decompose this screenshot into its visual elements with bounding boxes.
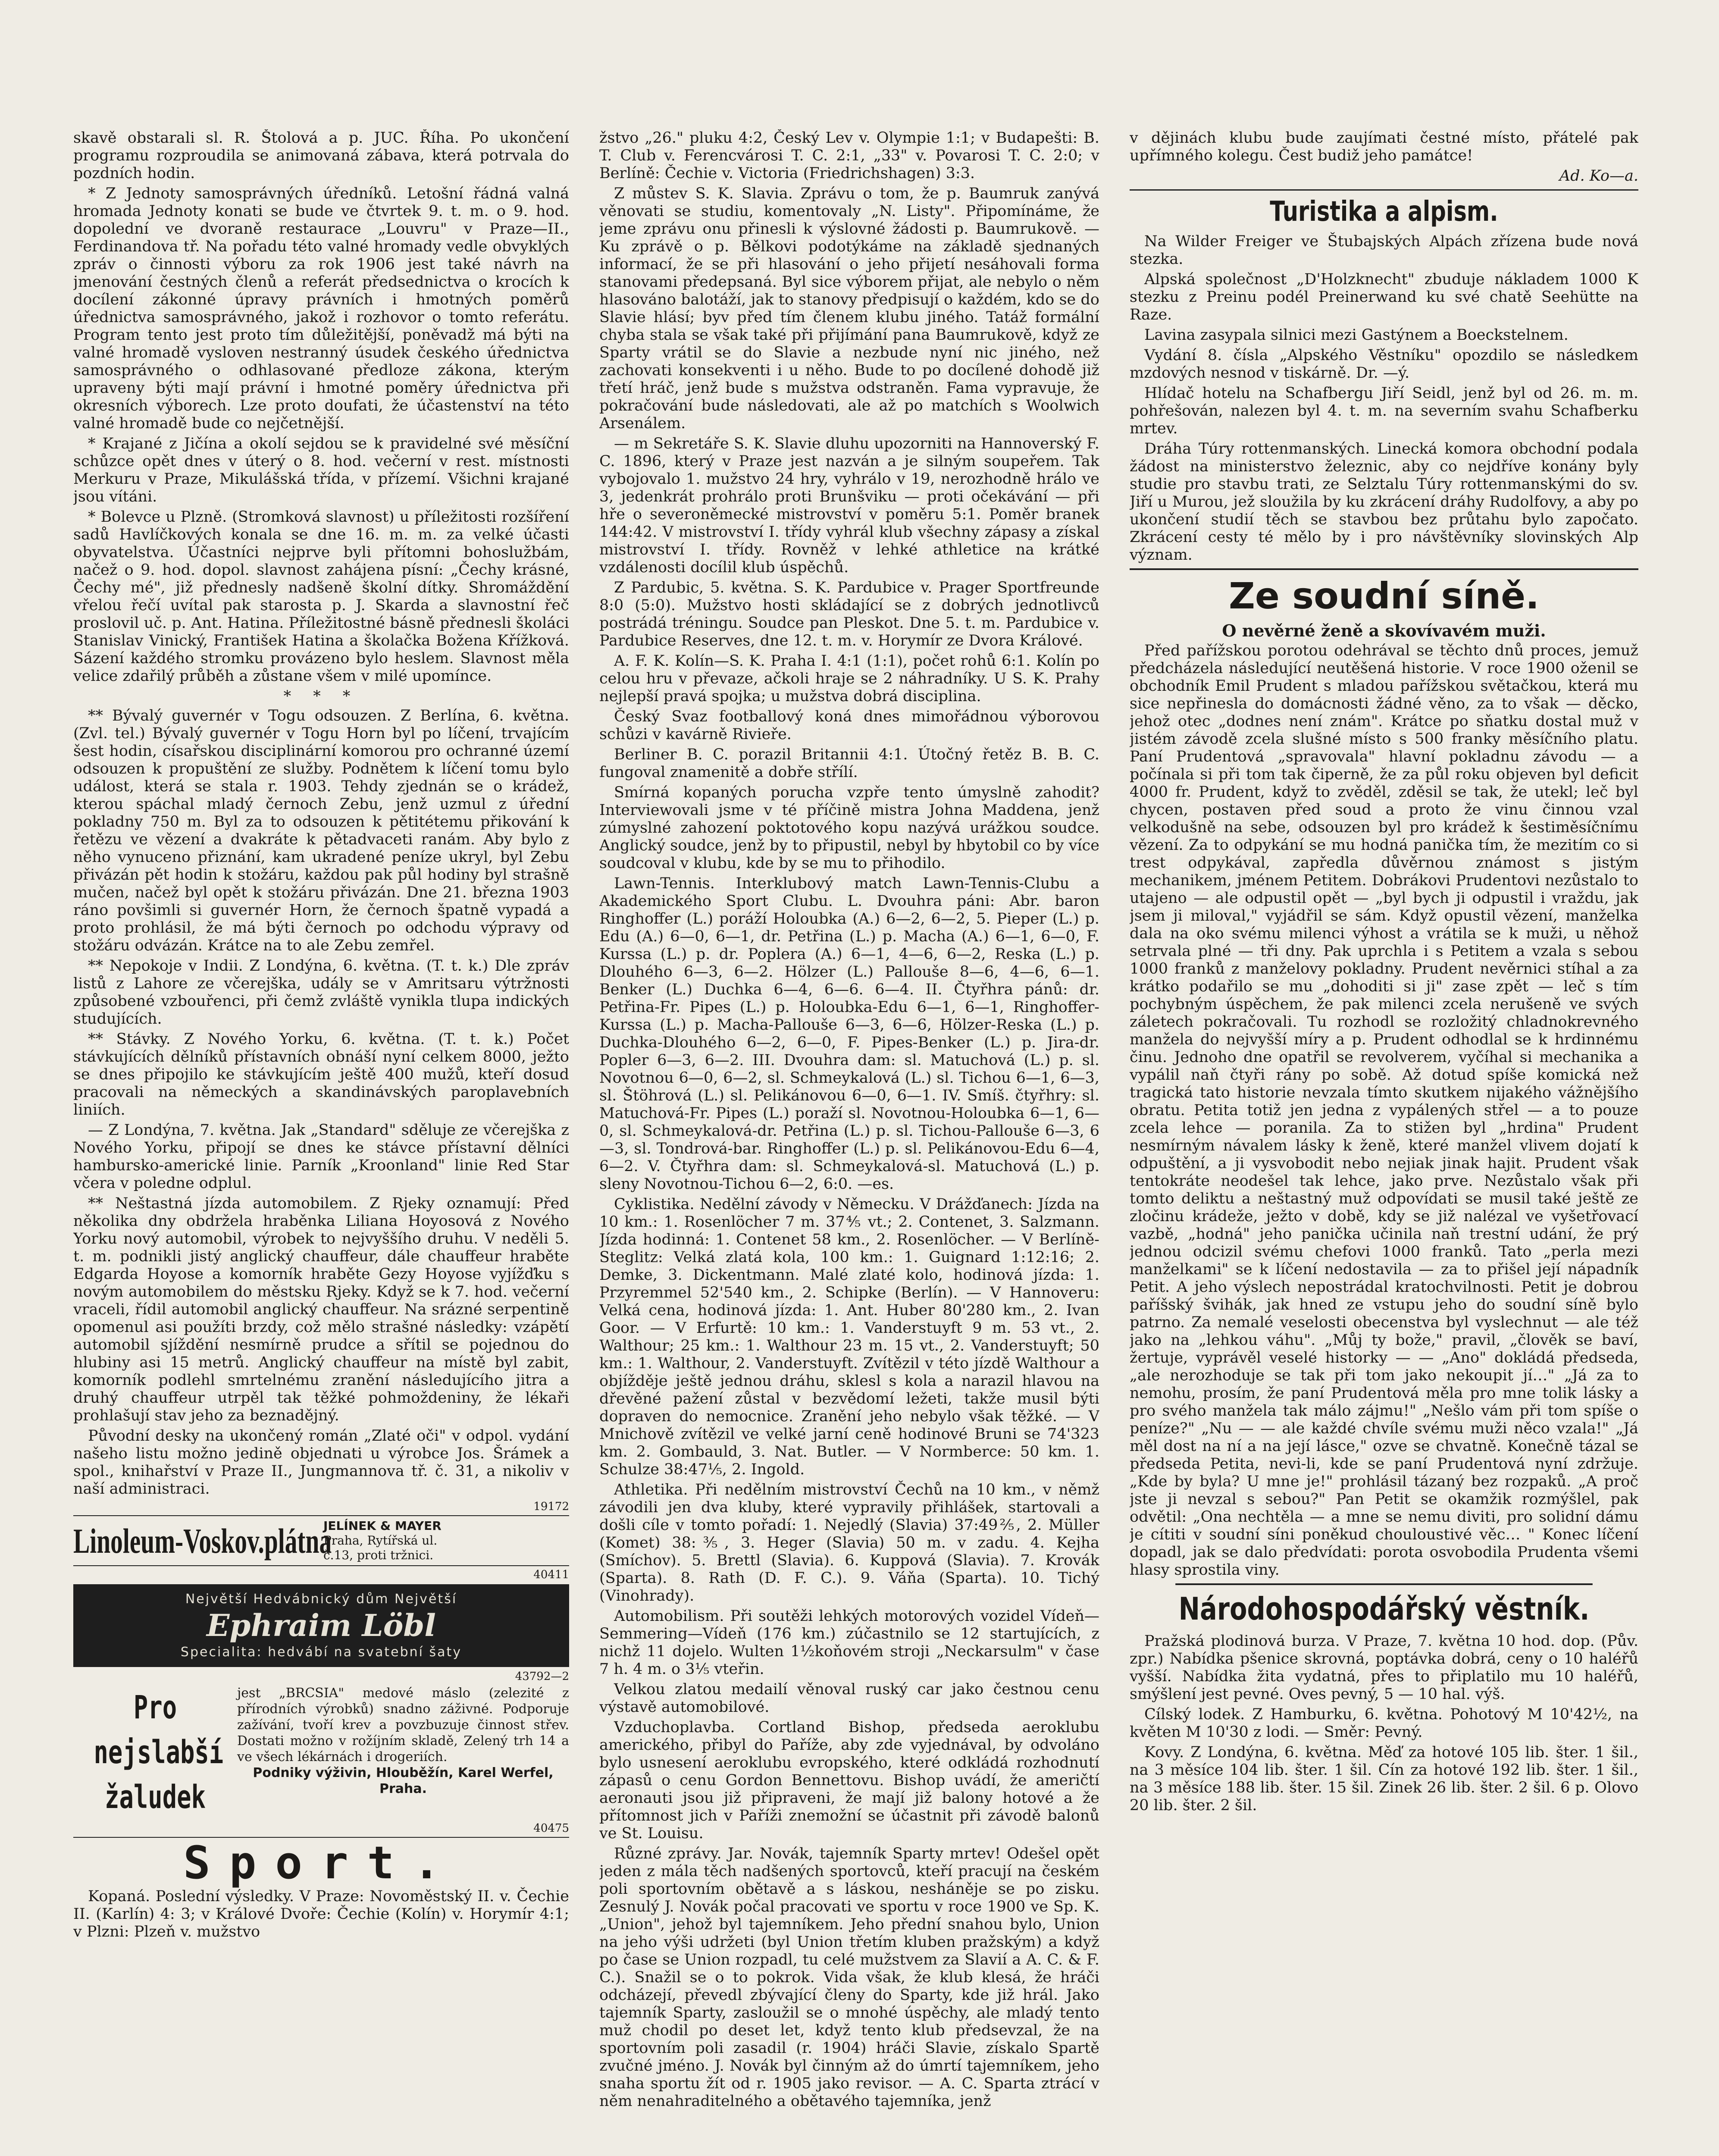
article-paragraph: — Z Londýna, 7. května. Jak „Standard" sděluje ze včerejška z Nového Yorku, připojí se dnes ke stávce přístavní dělníci hambursko-americké linie. Parník „Kroonland" linie Red Star včera v poledne odplul. [73, 1122, 569, 1192]
divider [1130, 189, 1638, 191]
section-divider: * * * [283, 688, 359, 705]
ad-number: 19172 [533, 1500, 569, 1513]
section-heading-narodohospodarsky: Národohospodářský věstník. [1175, 1583, 1593, 1628]
column-3 [1130, 129, 1638, 2156]
article-paragraph: v dějinách klubu bude zaujímati čestné místo, přátelé pak upřímného kolegu. Čest budiž jeho památce! [1130, 129, 1638, 164]
article-paragraph: skavě obstarali sl. R. Štolová a p. JUC. Říha. Po ukončení programu rozproudila se animovaná zábava, která potrvala do pozdních hodin. [73, 129, 569, 182]
article-paragraph: * Z Jednoty samosprávných úředníků. Letošní řádná valná hromada Jednoty konati se bude ve čtvrtek 9. t. m. o 9. hod. dopolední ve dvoraně restaurace „Louvru" v Praze—II., Ferdinandova tř. Na pořadu této valné hromady vedle obvyklých zpráv o činnosti výboru za rok 1906 jest také návrh na jmenování čestných členů a referát předsednictva o krocích k docílení zákonné úpravy právních i hmotných poměrů úřednictva samosprávného, jakož i rozhovor o tomto referátu. Program tento jest proto tím důležitější, poněvadž má býti na valné hromadě vysloven nestranný úsudek českého úřednictva samosprávného o odhlasované předloze zákona, kterým upraveny býti mají právní i hmotné poměry úřednictva při okresních výborech. Lze proto doufati, že účastenství na této valné hromadě bude co nejčetnější. [73, 185, 569, 432]
article-paragraph: Berliner B. C. porazil Britannii 4:1. Útočný řetěz B. B. C. fungoval znamenitě a dobře střílí. [599, 746, 1099, 781]
article-paragraph: Cílský lodek. Z Hamburku, 6. května. Pohotový M 10'42½, na květen M 10'30 z lodi. — Směr: Pevný. [1130, 1706, 1638, 1741]
section-heading-sport: Sport. [73, 1837, 569, 1888]
column-2 [599, 129, 1099, 2156]
article-paragraph: * Bolevce u Plzně. (Stromková slavnost) u příležitosti rozšíření sadů Havlíčkových konala se dne 16. m. m. za velké účasti obyvatelstva. Účastníci nejprve byli přítomni bohoslužbám, načež o 9. hod. dopol. slavnost zahájena písní: „Čechy krásné, Čechy mé", již přednesly nadšeně školní dítky. Shromáždění vřelou řečí uvítal pak starosta p. J. Skarda a slavnostní řeč proslovil uč. p. Ant. Hatina. Příležitostné básně přednesli školáci Stanislav Vinický, František Hatina a školačka Božena Křížková. Sázení každého stromku provázeno bylo heslem. Slavnost měla velice zdařilý průběh a zůstane všem v milé upomínce. [73, 508, 569, 685]
article-paragraph: Pražská plodinová burza. V Praze, 7. května 10 hod. dop. (Pův. zpr.) Nabídka pšenice skrovná, poptávka dobrá, ceny o 10 haléřů vyšší. Nabídka žita vydatná, přes to připlatilo mu 10 haléřů, smýšlení jest pevné. Oves pevný, 5 — 10 hal. výš. [1130, 1633, 1638, 1703]
article-paragraph: Kopaná. Poslední výsledky. V Praze: Novoměstský II. v. Čechie II. (Karlín) 4: 3; v Králové Dvoře: Čechie (Kolín) v. Horymír 4:1; v Plzni: Plzeň v. mužstvo [73, 1888, 569, 1940]
article-paragraph: Athletika. Při nedělním mistrovství Čechů na 10 km., v němž závodili jen dva kluby, které vypravily přihlášek, startovali a došli cíle v tomto pořadí: 1. Nejedlý (Slavia) 37:49⅖, 2. Müller (Komet) 38:⅗, 3. Heger (Slavia) 50 m. v zadu. 4. Kejha (Smíchov). 5. Brettl (Slavia). 6. Kuppová (Slavia). 7. Krovák (Sparta). 8. Rath (D. F. C.). 9. Váňa (Sparta). 10. Tichý (Vinohrady). [599, 1481, 1099, 1604]
column-1 [73, 129, 569, 2156]
article-paragraph: Vzduchoplavba. Cortland Bishop, předseda aeroklubu amerického, přibyl do Paříže, aby zde vyjednával, by odvoláno bylo usnesení aeroklubu evropského, které odkládá rozhodnutí zápasů o cenu Gordon Bennettovu. Bishop uvádí, že američtí aeronauti jsou již připraveni, že mají již balony hotové a že přítomnost jich v Paříži znemožní se účastnit při závodě balonů ve St. Louisu. [599, 1719, 1099, 1842]
article-paragraph: Lawn-Tennis. Interklubový match Lawn-Tennis-Clubu a Akademického Sport Clubu. L. Dvouhra páni: Abr. baron Ringhoffer (L.) poráží Holoubka (A.) 6—2, 6—2, 5. Pieper (L.) p. Edu (A.) 6—0, 6—1, dr. Petřina (L.) p. Macha (A.) 6—1, 6—0, F. Kurssa (L.) p. dr. Poplera (A.) 6—1, 4—6, 6—2, Reska (L.) p. Dlouhého 6—3, 6—2. Hölzer (L.) Pallouše 8—6, 4—6, 6—1. Benker (L.) Duchka 6—4, 6—6. 6—4. II. Čtyřhra pánů: dr. Petřina-Fr. Pipes (L.) p. Holoubka-Edu 6—1, 6—1, Ringhoffer-Kurssa (L.) p. Macha-Pallouše 6—3, 6—6, Hölzer-Reska (L.) p. Duchka-Dlouhého 6—2, 6—0, F. Pipes-Benker (L.) p. Jira-dr. Popler 6—3, 6—2. III. Dvouhra dam: sl. Matuchová (L.) p. sl. Novotnou 6—0, 6—2, sl. Schmeykalová (L.) sl. Tichou 6—1, 6—3, sl. Štöhrová (L.) sl. Pelikánovou 6—0, 6—1. IV. Smíš. čtyřhry: sl. Matuchová-Fr. Pipes (L.) poraží sl. Novotnou-Holoubka 6—1, 6—0, sl. Schmeykalová-dr. Petřina (L.) p. sl. Tichou-Pallouše 6—3, 6—3, sl. Tondrová-bar. Ringhoffer (L.) p. sl. Pelikánovou-Edu 6—4, 6—2. V. Čtyřhra dam: sl. Schmeykalová-sl. Matuchová (L.) p. sleny Novotnou-Tichou 6—2, 6:0. —es. [599, 875, 1099, 1193]
article-paragraph: A. F. K. Kolín—S. K. Praha I. 4:1 (1:1), počet rohů 6:1. Kolín po celou hru v převaze, ačkoli hraje se 2 náhradníky. U S. K. Prahy nejlepší pravá spojka; u mužstva dobrá disciplina. [599, 652, 1099, 705]
article-paragraph: Různé zprávy. Jar. Novák, tajemník Sparty mrtev! Odešel opět jeden z mála těch nadšených sportovců, kteří pracují na českém poli sportovním obětavě a s láskou, nesháněje se po zisku. Zesnulý J. Novák počal pracovati ve sportu v roce 1900 ve Sp. K. „Union", jehož byl tajemníkem. Jeho přední snahou bylo, Union na jeho výši udržeti (byl Union třetím kluben pražským) a když po čase se Union rozpadl, tu celé mužstvem za Slavií a A. C. & F. C.). Snažil se o to pokrok. Vida však, že klub klesá, že hráči odcházejí, převedl zbývající členy do Sparty, kde již hrál. Jako tajemník Sparty, zasloužil se o mnohé úspěchy, ale mladý tento muž chodil po deset let, když tento klub předsevzal, že na sportovním poli zasadil (r. 1904) hráči Slavie, získalo Spartě zvučné jméno. J. Novák byl činným až do úmrtí tajemníkem, jeho snaha sportu žít od r. 1905 jako revisor. — A. C. Sparta ztrácí v něm nenahraditelného a obětavého tajemníka, jenž [599, 1845, 1099, 2110]
article-paragraph: Před pařížskou porotou odehrával se těchto dnů proces, jemuž předcházela následující neutěšená historie. V roce 1900 oženil se obchodník Emil Prudent s mladou pařížskou světačkou, která mu sice nepřinesla do domácnosti žádné věno, za to však — děcko, jehož otec „dodnes není znám". Krátce po sňatku dostal muž v jistém závodě zcela slušné místo s 500 franky měsíčního platu. Paní Prudentová „spravovala" hlavní pokladnu závodu — a počínala si při tom tak čiperně, že za půl roku objeven byl deficit 4000 fr. Prudent, když to zvěděl, zděsil se tak, že utekl; leč byl chycen, postaven před soud a proto že vinu činnou vzal velkodušně na sebe, odsouzen byl pro krádež k šestiměsíčnímu vězení. Za to odpykání se mu hodná panička tím, že mezitím co si trest odpykával, zapředla důvěrnou známost s jistým mechanikem, jménem Petitem. Dobrákovi Prudentovi nezůstalo to utajeno — ale odpustil opět — „byl bych ji odpustil i vraždu, jak jsem ji miloval," vyjádřil se sám. Když opustil vězení, manželka dala na oko svému milenci výhost a vrátila se k muži, u něhož setrvala plné — tři dny. Pak uprchla i s Petitem a vzala s sebou 1000 franků z manželovy pokladny. Prudent nevěrnici stíhal a za krátko podařilo se mu „dohoditi si ji" zase zpět — leč s tím pochybným úspěchem, že pak milenci zcela nerušeně ve svých záletech pokračovali. Tu rozhodl se rozložitý chladnokrevného manžela do nejvyšší míry a p. Prudent odhodlal se k hrdinnému činu. Jednoho dne opatřil se revolverem, vyčíhal si mechanika a vypálil naň čtyři rány po sobě. Až dotud spíše komická než tragická tato historie nevzala tímto skutkem nijakého vážnějšího obratu. Petita totiž jen jedna z vypálených střel — a to pouze zcela lehce — poranila. Za to stižen byl „hrdina" Prudent nesmírným návalem lásky k ženě, které manžel vlivem dojatí k odpuštění, a ji vysvobodit nebo nejiak jinak hajit. Prudent však tentokráte neodešel tak lehce, jako prve. Nezůstalo však při tomto deliktu a neštastný muž odpovídati se musil také ještě ze zločinu krádeže, ježto v době, kdy se již nalézal ve vyšetřovací vazbě, „hodná" jeho panička učinila naň trestní udání, že prý jednou odcizil svému chefovi 1000 franků. Tato „perla mezi manželkami" se k líčení nedostavila — za to přišel její nápadník Petit. A jeho výslech nepostrádal kratochvilnosti. Petit je dobrou paříšský švihák, jak hned ze vstupu jeho do soudní síně bylo patrno. Za nemalé veselosti obecenstva byl vyslechnut — ale též jako na „lehkou váhu". „Můj ty bože," pravil, „člověk se baví, žertuje, vyprávěl veselé historky — — „Ano" dokládá předseda, „ale nerozhoduje se tak při tom jako nekoupit jí…" „Já za to nemohu, prosím, že paní Prudentová měla pro mne tolik lásky a pro svého manžela tak málo zájmu!" „Nešlo vám při tom spíše o peníze?" „Nu — — ale každé chvíle svému muži něco vzala!" „Já měl dost na ní a na její lásce," ozve se chvatně. Konečně tázal se předseda Petita, nevi-li, kde se paní Prudentová nyní zdržuje. „Kde by byla? U mne je!" prohlásil tázaný bez rozpaků. „A proč jste ji nevzal s sebou?" Pan Petit se okamžik rozmýšlel, pak odvětil: „Ona nechtěla — a mne se nemu diviti, pro solidní dámu je cítiti v soudní síni poněkud chouloustivé věc… " Konec líčení dopadl, jak se dalo předvídati: porota osvobodila Prudenta všemi hlasy sprostila viny. [1130, 642, 1638, 1579]
article-paragraph: * Krajané z Jičína a okolí sejdou se k pravidelné své měsíční schůzce opět dnes v úterý o 8. hod. večerní v rest. místnosti Merkuru v Praze, Mikulášská třída, v přízemí. Všichni krajané jsou vítáni. [73, 435, 569, 505]
section-heading-soudni-sin: Ze soudní síně. [1130, 568, 1638, 617]
article-paragraph: Automobilism. Při soutěži lehkých motorových vozidel Vídeň—Semmering—Vídeň (176 km.) zúčastnilo se 12 startujících, z nichž 11 dojelo. Wulten 1½koňovém stroji „Neckarsulm" v čase 7 h. 4 m. o 3⅕ vteřin. [599, 1608, 1099, 1678]
ad-lobl-name: Ephraim Löbl [207, 1608, 436, 1643]
ad-number: 40475 [533, 1822, 569, 1835]
ad-number: 40411 [533, 1568, 569, 1581]
newspaper-page [56, 129, 1669, 2156]
article-paragraph: ** Bývalý guvernér v Togu odsouzen. Z Berlína, 6. května. (Zvl. tel.) Bývalý guvernér v Togu Horn byl po líčení, trvajícím šest hodin, císařskou disciplinární komorou pro ochranné území odsouzen k propuštění ze služby. Podnětem k líčení tomu bylo událost, která se stala r. 1903. Tehdy zjednán se o krádež, kterou spáchal mladý černoch Zebu, jenž uzmul z úřední pokladny 750 m. Byl za to odsouzen k pětitétemu přikování k řetězu ve vězení a dvakráte k pětadvaceti ranám. Aby bylo z něho vynuceno přiznání, kam ukradené peníze ukryl, byl Zebu přivázán pět hodin k stožáru, každou pak půl hodiny byl strašně mučen, načež byl opět k stožáru přivázán. Dne 21. března 1903 ráno povšimli si guvernér Horn, že černoch špatně vypadá a proto prohlásil, že má býti černoch po odchodu výpravy od stožáru odvázán. Krátce na to ale Zebu zemřel. [73, 707, 569, 954]
ad-lobl-line3: Specialita: hedvábí na svatební šaty [180, 1645, 462, 1660]
article-paragraph: Hlídač hotelu na Schafbergu Jiří Seidl, jenž byl od 26. m. m. pohřešován, nalezen byl 4. t. m. na severním svahu Schafberku mrtev. [1130, 385, 1638, 437]
article-paragraph: Lavina zasypala silnici mezi Gastýnem a Boeckstelnem. [1144, 326, 1569, 344]
ad-brcsia-text: jest „BRCSIA" medové máslo (zelezité z přírodních výrobků) snadno záživné. Podporuje zažívání, tvoří krev a povzbuzuje činnost střev. Dostati možno v rožíjním skladě, Zelený trh 14 a ve všech lékárnách i drogeriích. Podniky výživin, Hlouběžín, Karel Werfel, Praha. [237, 1686, 569, 1796]
article-paragraph: Dráha Túry rottenmanských. Linecká komora obchodní podala žádost na ministerstvo železnic, aby co nejdříve konány byly studie pro stavbu trati, ze Selztalu Túry rottenmanskými do sv. Jiří u Murou, jež sloužila by ku zkrácení dráhy Rudolfovy, a aby po ukončení studií těch se stavbou bez průtahu bylo započato. Zkrácení cesty té mělo by i pro návštěvníky slovinských Alp význam. [1130, 440, 1638, 564]
signature: Ad. Ko—a. [1559, 167, 1638, 185]
ad-brcsia-headline: Pro nejslabší žaludek [94, 1689, 224, 1816]
article-paragraph: Z Pardubic, 5. května. S. K. Pardubice v. Prager Sportfreunde 8:0 (5:0). Mužstvo hosti skládající se z dobrých jednotlivců postrádá tréningu. Soudce pan Pleskot. Dne 5. t. m. Pardubice v. Pardubice Reserves, dne 12. t. m. v. Horymír ze Dvora Králové. [599, 579, 1099, 649]
article-paragraph: Alpská společnost „D'Holzknecht" zbuduje nákladem 1000 K stezku z Preinu podél Preinerwand ku své chatě Seehütte na Raze. [1130, 271, 1638, 323]
article-paragraph: Smírná kopaných porucha vzpře tento úmyslně zahodit? Interviewovali jsme v té příčině mistra Johna Maddena, jenž zúmyslné zahození poktotového kopu nazývá urážkou soudce. Anglický soudce, jenž by to připustil, nebyl by hbytobil co by více soudcoval v klubu, kde by se mu to přihodilo. [599, 784, 1099, 872]
ad-linoleum-addr1: Praha, Rytířská ul. [323, 1533, 438, 1548]
ad-linoleum-address [323, 1519, 441, 1563]
ad-lobl-line1: Největší Hedvábnický dům Největší [185, 1592, 457, 1607]
article-paragraph: ** Neštastná jízda automobilem. Z Rjeky oznamují: Před několika dny obdržela hraběnka Liliana Hoyosová z Nového Yorku nový automobil, výrobek to nejvyššího druhu. V neděli 5. t. m. podnikli jistý anglický chauffeur, dále chauffeur hraběte Edgarda Hoyose a komorník hraběte Gezy Hoyose vyjížďku s novým automobilem do městsku Rjeky. Když se k 7. hod. večerní vraceli, řídil automobil anglický chauffeur. Na srázné serpentině opomenul asi použíti brzdy, což mělo strašné následky: vzápětí automobil sjíždění nesmírně prudce a sřítil se pojednou do hlubiny asi 15 metrů. Anglický chauffeur na místě byl zabit, komorník podlehl smrtelnému zranění následujícího jitra a druhý chauffeur utrpěl tak těžké pohmoždeniny, že lékaři prohlašují stav jeho za beznadějný. [73, 1195, 569, 1424]
article-paragraph: Na Wilder Freiger ve Štubajských Alpách zřízena bude nová stezka. [1130, 233, 1638, 268]
article-title: O nevěrné ženě a skovívavém muži. [1222, 621, 1546, 640]
article-paragraph: Původní desky na ukončený román „Zlaté oči" v odpol. vydání našeho listu možno jedině objednati u výrobce Jos. Šrámek a spol., knihařství v Praze II., Jungmannova tř. č. 31, a nikoliv v naší administraci. [73, 1427, 569, 1498]
article-paragraph: ** Stávky. Z Nového Yorku, 6. května. (T. t. k.) Počet stávkujících dělníků přístavních obnáší nyní celkem 8000, ježto se dnes připojilo ke stávkujícím ještě 400 mužů, kteří dosud pracovali na německých a skandinávských paroplavebních liniích. [73, 1031, 569, 1119]
article-paragraph: Vydání 8. čísla „Alpského Věstníku" opozdilo se následkem mzdových nesnod v tiskárně. Dr. —ý. [1130, 347, 1638, 382]
ad-number: 43792—2 [515, 1670, 569, 1683]
article-paragraph: Cyklistika. Nedělní závody v Německu. V Drážďanech: Jízda na 10 km.: 1. Rosenlöcher 7 m. 37⅘ vt.; 2. Contenet, 3. Salzmann. Jízda hodinná: 1. Contenet 58 km., 2. Rosenlöcher. — V Berlíně-Steglitz: Velká zlatá kola, 100 km.: 1. Guignard 1:12:16; 2. Demke, 3. Dickentmann. Malé zlaté kolo, hodinová jízda: 1. Przyremmel 52'540 km., 2. Schipke (Berlín). — V Hannoveru: Velká cena, hodinová jízda: 1. Ant. Huber 80'280 km., 2. Ivan Goor. — V Erfurtě: 10 km.: 1. Vanderstuyft 9 m. 53 vt., 2. Walthour; 25 km.: 1. Walthour 23 m. 15 vt., 2. Vanderstuyft; 50 km.: 1. Walthour, 2. Vanderstuyft. Zvítězil v této jízdě Walthour a objížděje ještě jednou dráhu, sklesl s kola a narazil hlavou na dřevěné pažení zůstal v bezvědomí ležeti, takže musil býti dopraven do nemocnice. Zranění jeho nebylo však těžké. — V Mnichově zvítězil ve velké jarní ceně hodinové Bruni se 74'323 km. 2. Gombauld, 3. Nat. Butler. — V Normberce: 50 km. 1. Schulze 38:47⅕, 2. Ingold. [599, 1196, 1099, 1478]
ad-linoleum-addr2: č.13, proti tržnici. [323, 1548, 434, 1562]
article-paragraph: — m Sekretáře S. K. Slavie dluhu upozorniti na Hannoverský F. C. 1896, který v Praze jest nazván a je silným soupeřem. Tak vybojovalo 1. mužstvo 24 hry, vyhrálo v 19, nerozhodně hrálo ve 3, jedenkrát prohrálo proti Brunšviku — proti očekávání — při hře o severoněmecké mistrovství v poměru 5:1. Poměr branek 144:42. V mistrovství I. třídy vyhrál klub všechny zápasy a získal mistrovství I. třídy. Rovněž v lehké athletice na krátké vzdálenosti docílil klub úspěchů. [599, 435, 1099, 576]
article-paragraph: žstvo „26." pluku 4:2, Český Lev v. Olympie 1:1; v Budapešti: B. T. Club v. Ferencvárosi T. C. 2:1, „33" v. Povarosi T. C. 2:0; v Berlíně: Čechie v. Victoria (Friedrichshagen) 3:3. [599, 129, 1099, 182]
article-paragraph: Velkou zlatou medailí věnoval ruský car jako čestnou cenu výstavě automobilové. [599, 1681, 1099, 1716]
article-paragraph: Z můstev S. K. Slavia. Zprávu o tom, že p. Baumruk zanývá věnovati se studiu, komentovaly „N. Listy". Připomínáme, že jeme zprávu onu přinesli k výslovné žádosti p. Baumrukově. — Ku zprávě o p. Bělkovi podotýkáme na základě sjednaných informací, že se při hlasování o jeho přijetí nesáhovali forma stanovami předepsaná. Byl sice výborem přijat, ale nebylo o něm hlasováno balotáží, jak to stanovy předpisují o každém, kdo se do Slavie hlásí; byv před tím členem klubu jiného. Tatáž formální chyba stala se však také při přijímání pana Baumrukově, když ze Sparty vrátil se do Slavie a nezbude nyní nic jiného, než zachovati konsekventi i u něho. Bude to po docílené dohodě již třetí hráč, jenž bude s mužstva odstraněn. Fama vypravuje, že pokračování bude následovati, ale až po matchích s Woolwich Arsenálem. [599, 185, 1099, 432]
ad-brcsia [73, 1685, 569, 1820]
section-heading-turistika: Turistika a alpism. [1270, 196, 1498, 228]
ad-lobl [73, 1584, 569, 1667]
ad-linoleum-title: Linoleum-Voskov.plátna [73, 1521, 332, 1561]
article-paragraph: ** Nepokoje v Indii. Z Londýna, 6. května. (T. t. k.) Dle zpráv listů z Lahore ze včerejška, udály se v Amritsaru výtržnosti způsobené vzbouřenci, při čemž zvláště vynikla tlupa indických studujících. [73, 957, 569, 1028]
article-paragraph: Český Svaz footballový koná dnes mimořádnou výborovou schůzi v kavárně Rivieře. [599, 708, 1099, 743]
ad-linoleum-firm: JELÍNEK & MAYER [323, 1519, 441, 1533]
article-paragraph: Kovy. Z Londýna, 6. května. Měď za hotové 105 lib. šter. 1 šil., na 3 měsíce 104 lib. šter. 1 šil. Cín za hotové 192 lib. šter. 1 šil., na 3 měsíce 188 lib. šter. 15 šil. Zinek 26 lib. šter. 2 šil. 6 p. Olovo 20 lib. šter. 2 šil. [1130, 1744, 1638, 1814]
ad-linoleum [73, 1515, 569, 1566]
